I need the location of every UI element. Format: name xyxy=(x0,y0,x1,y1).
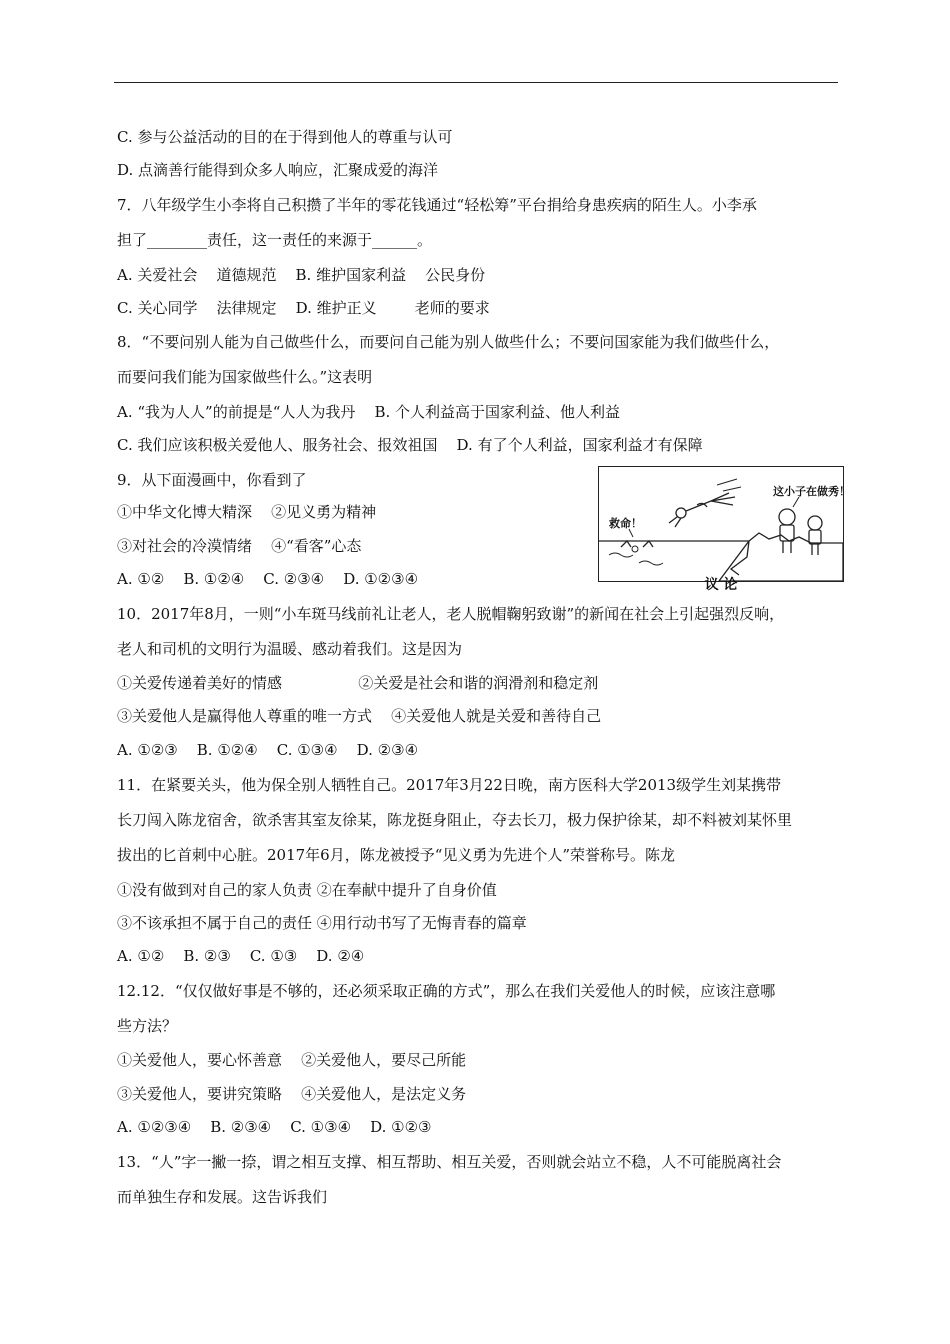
text-line: 长刀闯入陈龙宿舍，欲杀害其室友徐某，陈龙挺身阻止，夺去长刀，极力保护徐某，却不料被刘某怀里 xyxy=(117,811,793,829)
option-line: A. 关爱社会 道德规范 B. 维护国家利益 公民身份 xyxy=(117,266,486,284)
option-line: ①没有做到对自己的家人负责 ②在奉献中提升了自身价值 xyxy=(117,881,497,899)
question-13-stem: 13．“人”字一撇一捺，谓之相互支撑、相互帮助、相互关爱，否则就会站立不稳，人不可能脱离社会 xyxy=(117,1153,782,1171)
question-9-stem: 9．从下面漫画中，你看到了 xyxy=(117,471,307,489)
text-line: 拔出的匕首刺中心脏。2017年6月，陈龙被授予“见义勇为先进个人”荣誉称号。陈龙 xyxy=(117,846,676,864)
text-line: 担了________责任，这一责任的来源于______。 xyxy=(117,231,433,249)
answer-choices: A. ①② B. ①②④ C. ②③④ D. ①②③④ xyxy=(117,570,419,588)
text-line: 而要问我们能为国家做些什么。”这表明 xyxy=(117,368,373,386)
option-line: ①关爱传递着美好的情感 ②关爱是社会和谐的润滑剂和稳定剂 xyxy=(117,674,599,692)
cartoon-illustration xyxy=(598,466,850,593)
speech-bubble-left: 救命！ xyxy=(609,517,642,530)
text-line: 些方法？ xyxy=(117,1017,178,1035)
option-line: C. 关心同学 法律规定 D. 维护正义 老师的要求 xyxy=(117,299,490,317)
option-line: ③不该承担不属于自己的责任 ④用行动书写了无悔青春的篇章 xyxy=(117,914,527,932)
header-rule xyxy=(114,82,838,83)
speech-bubble-right: 这小子在做秀！ xyxy=(773,485,850,498)
question-7-stem: 7．八年级学生小李将自己积攒了半年的零花钱通过“轻松筹”平台捐给身患疾病的陌生人。小李承 xyxy=(117,196,757,214)
text-line: 老人和司机的文明行为温暖、感动着我们。这是因为 xyxy=(117,640,463,658)
option-line: ①关爱他人，要心怀善意 ②关爱他人，要尽己所能 xyxy=(117,1051,467,1069)
option-line: ③关爱他人，要讲究策略 ④关爱他人，是法定义务 xyxy=(117,1085,467,1103)
answer-choices: A. ①② B. ②③ C. ①③ D. ②④ xyxy=(117,947,365,965)
question-12-stem: 12.12．“仅仅做好事是不够的，还必须采取正确的方式”，那么在我们关爱他人的时候，应该注意哪 xyxy=(117,982,776,1000)
question-8-stem: 8．“不要问别人能为自己做些什么，而要问自己能为别人做些什么；不要问国家能为我们做些什么， xyxy=(117,333,780,351)
cartoon-caption: 议 论 xyxy=(704,577,738,593)
question-11-stem: 11．在紧要关头，他为保全别人牺牲自己。2017年3月22日晚，南方医科大学2013级学生刘某携带 xyxy=(117,776,782,794)
text-line: 而单独生存和发展。这告诉我们 xyxy=(117,1188,328,1206)
option-line: A. “我为人人”的前提是“人人为我丹 B. 个人利益高于国家利益、他人利益 xyxy=(117,403,621,421)
text-line: D. 点滴善行能得到众多人响应，汇聚成爱的海洋 xyxy=(117,161,439,179)
answer-choices: A. ①②③④ B. ②③④ C. ①③④ D. ①②③ xyxy=(117,1118,432,1136)
question-10-stem: 10．2017年8月，一则“小车斑马线前礼让老人，老人脱帽鞠躬致谢”的新闻在社会上引起强烈反响， xyxy=(117,605,785,623)
cartoon-frame xyxy=(598,466,850,582)
answer-choices: A. ①②③ B. ①②④ C. ①③④ D. ②③④ xyxy=(117,741,419,759)
option-line: ③关爱他人是赢得他人尊重的唯一方式 ④关爱他人就是关爱和善待自己 xyxy=(117,707,602,725)
option-line: C. 我们应该积极关爱他人、服务社会、报效祖国 D. 有了个人利益，国家利益才有保障 xyxy=(117,436,703,454)
text-line: C. 参与公益活动的目的在于得到他人的尊重与认可 xyxy=(117,128,453,146)
option-line: ①中华文化博大精深 ②见义勇为精神 xyxy=(117,503,377,521)
option-line: ③对社会的冷漠情绪 ④“看客”心态 xyxy=(117,537,362,555)
